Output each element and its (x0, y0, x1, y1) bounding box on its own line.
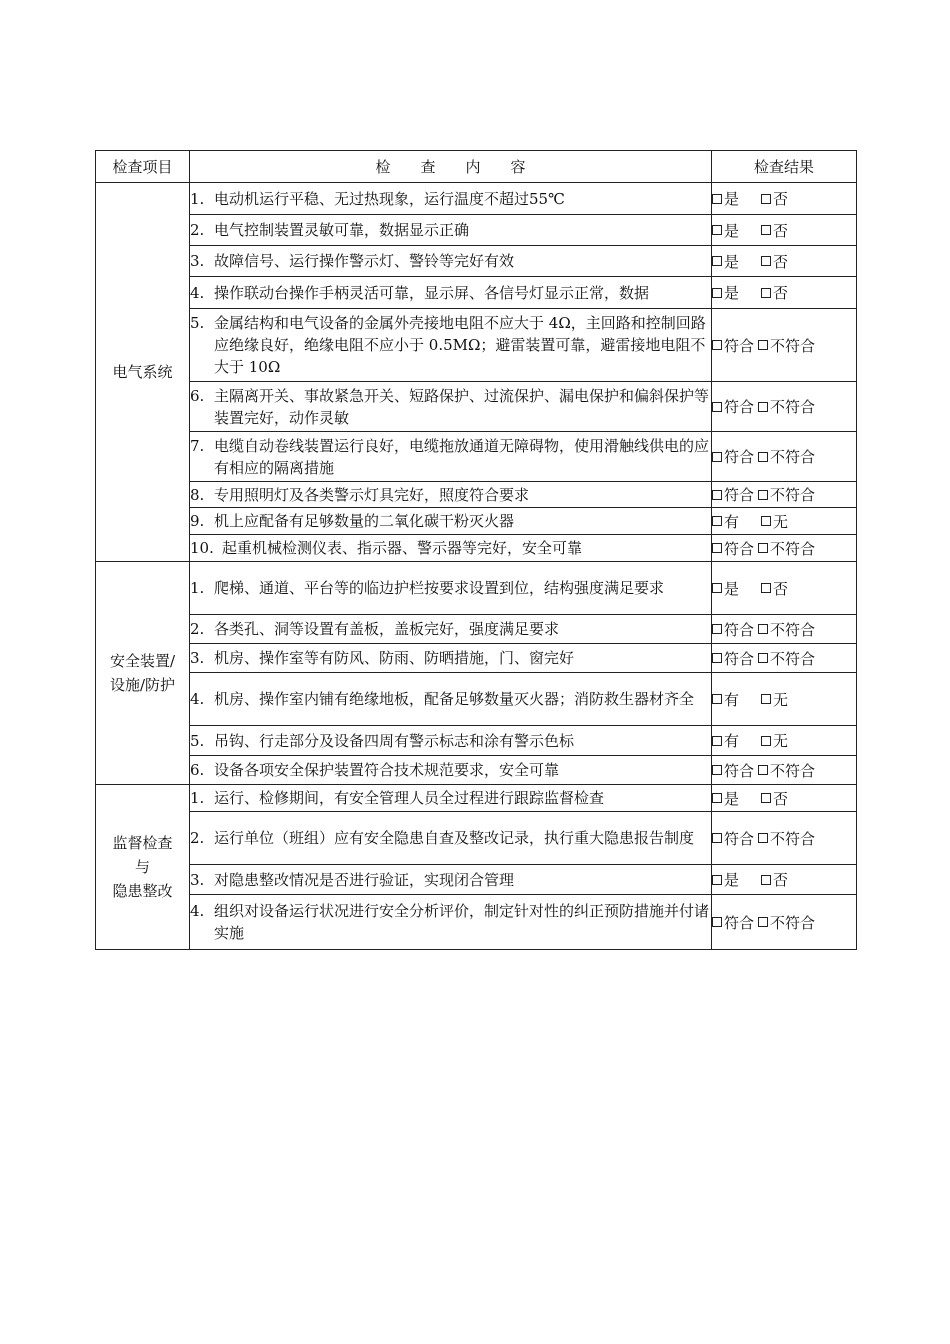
category-label-line: 电气系统 (112, 363, 173, 381)
result-cell (712, 215, 857, 246)
item-number: 4. (190, 283, 205, 302)
option-label: 否 (773, 190, 789, 208)
check-content-cell (190, 673, 712, 726)
header-content: 检 查 内 容 (190, 151, 712, 183)
result-option[interactable] (761, 689, 788, 710)
checkbox-icon[interactable] (712, 833, 722, 843)
checkbox-icon[interactable] (712, 583, 722, 593)
check-content-cell (190, 785, 712, 812)
item-text: 操作联动台操作手柄灵活可靠，显示屏、各信号灯显示正常，数据 (214, 283, 650, 302)
checkbox-icon[interactable] (712, 736, 722, 746)
checkbox-icon[interactable] (761, 736, 771, 746)
result-cell (712, 756, 857, 785)
table-row (96, 895, 857, 950)
checkbox-icon[interactable] (712, 490, 722, 500)
option-label: 否 (773, 221, 789, 240)
option-label: 无 (773, 512, 789, 531)
result-cell (712, 865, 857, 895)
checkbox-icon[interactable] (712, 694, 722, 704)
result-option[interactable] (761, 869, 788, 890)
result-option[interactable] (712, 511, 739, 532)
option-label: 有 (724, 690, 740, 709)
checkbox-icon[interactable] (712, 875, 722, 885)
checkbox-icon[interactable] (712, 543, 722, 553)
result-option[interactable] (758, 484, 815, 505)
result-cell (712, 482, 857, 508)
option-label: 不符合 (770, 486, 816, 504)
checkbox-icon[interactable] (712, 225, 722, 235)
inspection-table (95, 150, 857, 950)
result-option[interactable] (712, 788, 739, 809)
table-row (96, 812, 857, 865)
item-number: 1. (190, 189, 205, 208)
checkbox-icon[interactable] (712, 452, 722, 462)
checkbox-icon[interactable] (761, 256, 771, 266)
option-label: 符合 (724, 761, 755, 780)
result-option[interactable] (761, 251, 788, 272)
result-cell (712, 508, 857, 535)
checkbox-icon[interactable] (712, 194, 722, 204)
table-row (96, 482, 857, 508)
result-option[interactable] (712, 760, 754, 781)
item-text: 专用照明灯及各类警示灯具完好，照度符合要求 (214, 485, 530, 504)
result-cell (712, 277, 857, 309)
category-label-line: 监督检查 (112, 834, 173, 852)
checkbox-icon[interactable] (758, 653, 768, 663)
item-text: 各类孔、洞等设置有盖板，盖板完好，强度满足要求 (214, 620, 560, 638)
table-row (96, 183, 857, 215)
result-option[interactable] (758, 446, 815, 467)
item-text: 机上应配备有足够数量的二氧化碳干粉灭火器 (214, 512, 515, 530)
result-option[interactable] (712, 335, 754, 356)
check-content-cell (190, 562, 712, 615)
checkbox-icon[interactable] (761, 875, 771, 885)
category-supervision (96, 785, 190, 950)
result-cell (712, 382, 857, 432)
checkbox-icon[interactable] (761, 694, 771, 704)
item-text: 运行、检修期间，有安全管理人员全过程进行跟踪监督检查 (214, 789, 605, 807)
result-cell (712, 673, 857, 726)
item-text: 电动机运行平稳、无过热现象，运行温度不超过55℃ (214, 189, 565, 208)
checkbox-icon[interactable] (712, 288, 722, 298)
check-content-cell (190, 644, 712, 673)
option-label: 符合 (724, 913, 755, 932)
option-label: 否 (773, 252, 789, 271)
check-content-cell (190, 246, 712, 277)
option-label: 不符合 (770, 620, 816, 639)
category-safety-devices (96, 562, 190, 785)
item-text: 起重机械检测仪表、指示器、警示器等完好，安全可靠 (222, 539, 583, 557)
item-text: 吊钩、行走部分及设备四周有警示标志和涂有警示色标 (214, 731, 575, 750)
table-row (96, 785, 857, 812)
result-cell (712, 895, 857, 950)
table-row (96, 615, 857, 644)
table-row (96, 865, 857, 895)
result-option[interactable] (712, 251, 739, 272)
table-row (96, 644, 857, 673)
result-option[interactable] (712, 538, 754, 559)
option-label: 不符合 (770, 398, 816, 416)
result-option[interactable] (712, 188, 739, 209)
result-option[interactable] (761, 220, 788, 241)
checkbox-icon[interactable] (712, 765, 722, 775)
result-cell (712, 644, 857, 673)
option-label: 符合 (724, 620, 755, 639)
result-cell (712, 309, 857, 382)
table-row (96, 432, 857, 482)
result-option[interactable] (712, 648, 754, 669)
check-content-cell (190, 726, 712, 756)
item-text: 电缆自动卷线装置运行良好，电缆拖放通道无障碍物，使用滑触线供电的应有相应的隔离措施 (214, 436, 710, 477)
check-content-cell (190, 309, 712, 382)
result-option[interactable] (761, 578, 788, 599)
item-text: 故障信号、运行操作警示灯、警铃等完好有效 (214, 252, 515, 270)
item-number: 2. (190, 221, 205, 239)
item-text: 主隔离开关、事故紧急开关、短路保护、过流保护、漏电保护和偏斜保护等装置完好，动作灵敏 (214, 386, 710, 427)
item-number: 9. (190, 512, 205, 530)
option-label: 是 (724, 284, 740, 302)
item-number: 8. (190, 485, 205, 504)
table-row (96, 535, 857, 562)
result-option[interactable] (758, 335, 815, 356)
item-number: 4. (190, 902, 205, 920)
table-row (96, 215, 857, 246)
result-option[interactable] (712, 578, 739, 599)
result-cell (712, 562, 857, 615)
table-row (96, 756, 857, 785)
option-label: 不符合 (770, 539, 816, 558)
result-cell (712, 183, 857, 215)
result-option[interactable] (758, 619, 815, 640)
checkbox-icon[interactable] (761, 288, 771, 298)
table-row (96, 508, 857, 535)
item-text: 对隐患整改情况是否进行验证，实现闭合管理 (214, 870, 515, 889)
category-label-line: 与 (134, 858, 150, 876)
checkbox-icon[interactable] (758, 833, 768, 843)
result-cell (712, 726, 857, 756)
option-label: 不符合 (770, 913, 816, 932)
result-option[interactable] (761, 788, 788, 809)
result-option[interactable] (758, 648, 815, 669)
checkbox-icon[interactable] (761, 225, 771, 235)
option-label: 符合 (724, 448, 755, 466)
option-label: 否 (773, 871, 789, 889)
result-option[interactable] (761, 511, 788, 532)
check-content-cell (190, 895, 712, 950)
check-content-cell (190, 756, 712, 785)
item-number: 1. (190, 789, 205, 807)
checkbox-icon[interactable] (758, 917, 768, 927)
table-row (96, 277, 857, 309)
option-label: 是 (724, 871, 740, 889)
result-option[interactable] (712, 446, 754, 467)
result-option[interactable] (712, 282, 739, 303)
option-label: 有 (724, 732, 740, 750)
checkbox-icon[interactable] (712, 624, 722, 634)
category-label-line: 安全装置/ (109, 652, 176, 670)
check-content-cell (190, 812, 712, 865)
option-label: 不符合 (770, 649, 816, 668)
option-label: 是 (724, 579, 740, 598)
option-label: 无 (773, 690, 789, 709)
item-number: 2. (190, 829, 205, 847)
result-option[interactable] (758, 396, 815, 417)
result-option[interactable] (761, 282, 788, 303)
option-label: 有 (724, 512, 740, 531)
option-label: 是 (724, 221, 740, 240)
result-option[interactable] (758, 912, 815, 933)
table-row (96, 726, 857, 756)
option-label: 符合 (724, 486, 755, 504)
option-label: 不符合 (770, 761, 816, 780)
option-label: 否 (773, 579, 789, 598)
option-label: 否 (773, 789, 789, 808)
result-option[interactable] (712, 828, 754, 849)
table-row (96, 246, 857, 277)
item-number: 6. (190, 761, 205, 779)
option-label: 符合 (724, 336, 755, 355)
checkbox-icon[interactable] (761, 194, 771, 204)
result-option[interactable] (712, 484, 754, 505)
item-text: 金属结构和电气设备的金属外壳接地电阻不应大于 4Ω，主回路和控制回路应绝缘良好，绝缘电阻不应小于 0.5MΩ；避雷装置可靠，避雷接地电阻不大于 10Ω (214, 314, 706, 376)
result-option[interactable] (758, 538, 815, 559)
option-label: 是 (724, 190, 740, 208)
item-number: 4. (190, 690, 205, 708)
checkbox-icon[interactable] (712, 256, 722, 266)
result-option[interactable] (761, 730, 788, 751)
result-cell (712, 432, 857, 482)
check-content-cell (190, 432, 712, 482)
option-label: 符合 (724, 649, 755, 668)
item-number: 5. (190, 731, 205, 750)
table-row (96, 382, 857, 432)
table-row (96, 309, 857, 382)
item-text: 运行单位（班组）应有安全隐患自查及整改记录，执行重大隐患报告制度 (214, 829, 695, 847)
check-content-cell (190, 535, 712, 562)
option-label: 不符合 (770, 829, 816, 848)
checkbox-icon[interactable] (758, 765, 768, 775)
table-row (96, 562, 857, 615)
item-number: 7. (190, 436, 205, 455)
item-number: 5. (190, 314, 205, 332)
result-option[interactable] (758, 828, 815, 849)
checkbox-icon[interactable] (758, 624, 768, 634)
header-result: 检查结果 (712, 151, 857, 183)
item-text: 机房、操作室等有防风、防雨、防晒措施，门、窗完好 (214, 649, 575, 667)
item-text: 设备各项安全保护装置符合技术规范要求，安全可靠 (214, 761, 560, 779)
option-label: 符合 (724, 539, 755, 558)
item-number: 6. (190, 386, 205, 405)
option-label: 不符合 (770, 336, 816, 355)
checkbox-icon[interactable] (758, 340, 768, 350)
checkbox-icon[interactable] (758, 490, 768, 500)
result-option[interactable] (712, 619, 754, 640)
item-number: 3. (190, 252, 205, 270)
checkbox-icon[interactable] (761, 583, 771, 593)
category-label-line: 隐患整改 (112, 882, 173, 900)
checkbox-icon[interactable] (758, 543, 768, 553)
check-content-cell (190, 482, 712, 508)
item-text: 爬梯、通道、平台等的临边护栏按要求设置到位，结构强度满足要求 (214, 579, 665, 597)
checkbox-icon[interactable] (761, 516, 771, 526)
result-option[interactable] (761, 188, 788, 209)
header-row (96, 151, 857, 183)
result-option[interactable] (712, 689, 739, 710)
item-number: 3. (190, 649, 205, 667)
checkbox-icon[interactable] (758, 452, 768, 462)
option-label: 不符合 (770, 448, 816, 466)
result-cell (712, 535, 857, 562)
item-number: 2. (190, 620, 205, 638)
result-cell (712, 615, 857, 644)
check-content-cell (190, 382, 712, 432)
check-content-cell (190, 183, 712, 215)
checkbox-icon[interactable] (761, 793, 771, 803)
result-cell (712, 812, 857, 865)
option-label: 是 (724, 252, 740, 271)
header-category: 检查项目 (96, 151, 190, 183)
item-text: 组织对设备运行状况进行安全分析评价，制定针对性的纠正预防措施并付诸实施 (214, 902, 710, 942)
checkbox-icon[interactable] (712, 653, 722, 663)
category-electrical (96, 183, 190, 562)
option-label: 是 (724, 789, 740, 808)
checkbox-icon[interactable] (712, 793, 722, 803)
option-label: 否 (773, 284, 789, 302)
check-content-cell (190, 277, 712, 309)
item-number: 3. (190, 870, 205, 889)
table-row (96, 673, 857, 726)
result-option[interactable] (712, 869, 739, 890)
check-content-cell (190, 508, 712, 535)
result-option[interactable] (712, 730, 739, 751)
checkbox-icon[interactable] (712, 402, 722, 412)
checkbox-icon[interactable] (712, 516, 722, 526)
result-option[interactable] (712, 220, 739, 241)
checkbox-icon[interactable] (712, 917, 722, 927)
option-label: 符合 (724, 398, 755, 416)
result-option[interactable] (712, 396, 754, 417)
option-label: 无 (773, 732, 789, 750)
result-cell (712, 246, 857, 277)
result-cell (712, 785, 857, 812)
check-content-cell (190, 865, 712, 895)
item-text: 电气控制装置灵敏可靠，数据显示正确 (214, 221, 470, 239)
checkbox-icon[interactable] (712, 340, 722, 350)
category-label-line: 设施/防护 (109, 676, 176, 694)
check-content-cell (190, 215, 712, 246)
item-number: 10. (190, 539, 214, 557)
check-content-cell (190, 615, 712, 644)
option-label: 符合 (724, 829, 755, 848)
item-number: 1. (190, 579, 205, 597)
result-option[interactable] (758, 760, 815, 781)
checkbox-icon[interactable] (758, 402, 768, 412)
item-text: 机房、操作室内铺有绝缘地板，配备足够数量灭火器；消防救生器材齐全 (214, 690, 695, 708)
result-option[interactable] (712, 912, 754, 933)
